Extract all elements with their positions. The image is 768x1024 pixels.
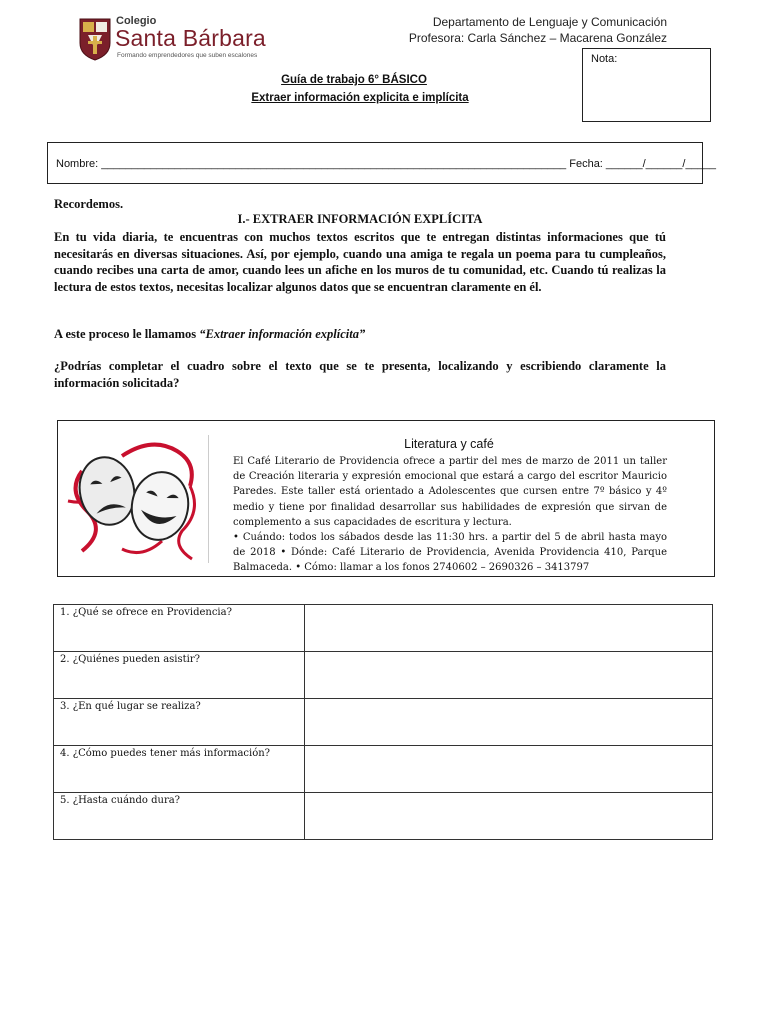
header-department-block [409, 14, 667, 46]
question-cell: 2. ¿Quiénes pueden asistir? [54, 652, 305, 699]
theater-masks-icon [62, 431, 208, 566]
cafe-body [233, 454, 667, 576]
cafe-info-box [57, 420, 715, 577]
cafe-details: • Cuándo: todos los sábados desde las 11:30 hrs. a partir del 5 de abril hasta mayo de 2018 • Dónde: Café Literario de Providencia, Avenida Providencia 410, Parque Balmaceda. • Cómo: llamar a los fonos 2740602 – 2690326 – 3413797 [233, 532, 667, 574]
recordemos-label: Recordemos. [54, 197, 124, 211]
answer-cell[interactable] [305, 793, 713, 840]
logo-slogan: Formando emprendedores que suben escalones [117, 52, 258, 59]
department-name: Departamento de Lenguaje y Comunicación [432, 15, 667, 29]
intro-paragraph: En tu vida diaria, te encuentras con muchos textos escritos que te entregan distintas informaciones que tú necesitarás en diversas situaciones. Así, por ejemplo, cuando una amiga te regala un poema para tu cumpleaños, cuando recibes una carta de amor, cuando lees un afiche en los muros de tu comunidad, etc. Cuando tú realizas la lectura de estos textos, necesitas localizar algunos datos que se encuentran claramente en él. [54, 230, 666, 294]
question-cell: 3. ¿En qué lugar se realiza? [54, 699, 305, 746]
guide-title: Guía de trabajo 6° BÁSICO [281, 74, 427, 86]
teacher-names: Profesora: Carla Sánchez – Macarena González [408, 31, 667, 45]
questions-table [53, 604, 713, 840]
process-prefix: A este proceso le llamamos [54, 327, 200, 341]
student-info-box [47, 142, 717, 184]
logo-college-text: Colegio [116, 15, 157, 27]
guide-subtitle: Extraer información explicita e implícita [251, 92, 469, 104]
answer-cell[interactable] [305, 652, 713, 699]
cafe-title: Literatura y café [404, 437, 494, 451]
table-row [54, 699, 713, 746]
grade-label: Nota: [591, 53, 618, 65]
table-row [54, 793, 713, 840]
question-prompt: ¿Podrías completar el cuadro sobre el texto que se te presenta, localizando y escribiendo claramente la información solicitada? [54, 359, 666, 390]
table-row [54, 605, 713, 652]
section-heading: I.- EXTRAER INFORMACIÓN EXPLÍCITA [237, 212, 483, 226]
cafe-description: El Café Literario de Providencia ofrece a partir del mes de marzo de 2011 un taller de Creación literaria y expresión emocional que estará a cargo del escritor Mauricio Paredes. Este taller está orientado a Adolescentes que cursen entre 7º básico y 4º medio y tiene por finalidad desarrollar sus habilidades de expresión que sirvan de complemento a sus capacidades de escritura y lectura. [233, 456, 667, 528]
logo-school-name: Santa Bárbara [115, 25, 266, 51]
table-row [54, 652, 713, 699]
table-row [54, 746, 713, 793]
question-cell: 5. ¿Hasta cuándo dura? [54, 793, 305, 840]
school-shield-icon [78, 17, 112, 61]
answer-cell[interactable] [305, 746, 713, 793]
answer-cell[interactable] [305, 605, 713, 652]
question-cell: 1. ¿Qué se ofrece en Providencia? [54, 605, 305, 652]
name-date-line[interactable]: Nombre: ____________________________________________________________________________ Fecha: ______/______/_____ [56, 158, 717, 170]
answer-cell[interactable] [305, 699, 713, 746]
divider [208, 435, 209, 563]
process-line [54, 326, 666, 343]
question-cell: 4. ¿Cómo puedes tener más información? [54, 746, 305, 793]
process-name: “Extraer información explícita” [199, 327, 366, 341]
school-logo [78, 15, 283, 63]
